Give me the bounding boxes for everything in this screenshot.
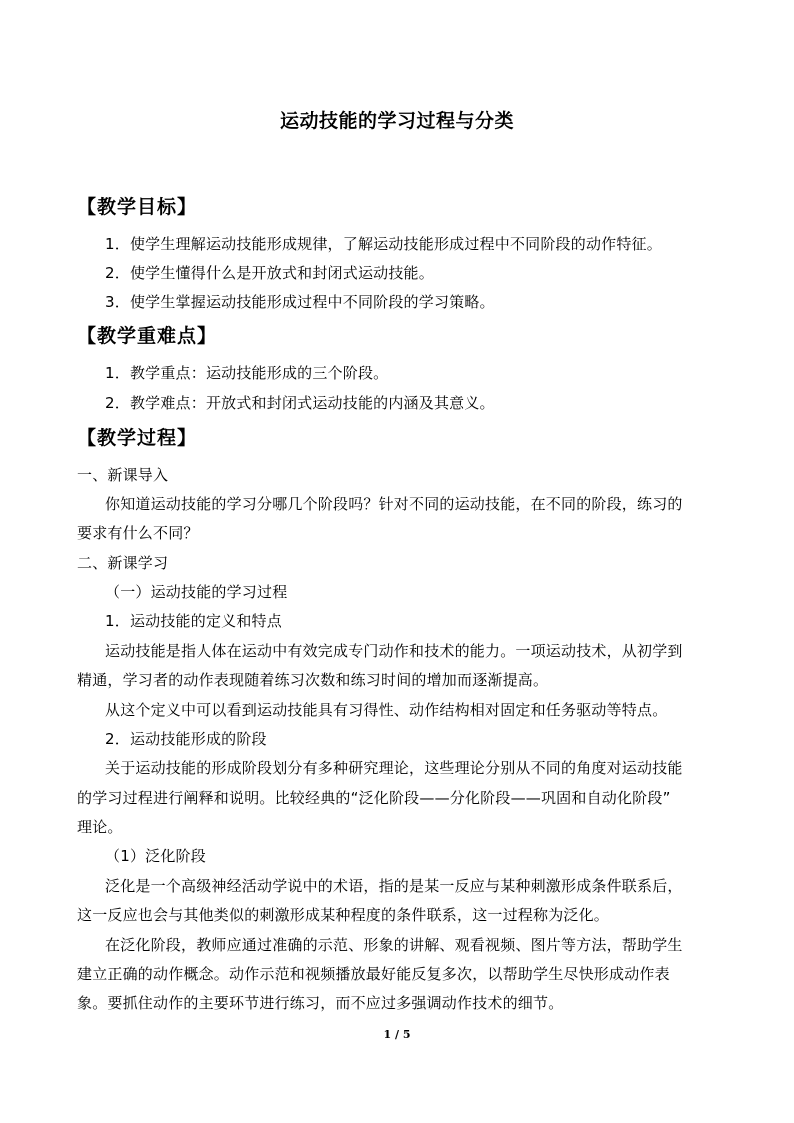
section-title-intro: 一、新课导入: [77, 466, 169, 484]
paragraph-line: 象。要抓住动作的主要环节进行练习，而不应过多强调动作技术的细节。: [77, 994, 564, 1012]
goal-item-3: 3．使学生掌握运动技能形成过程中不同阶段的学习策略。: [105, 293, 495, 311]
document-title: 运动技能的学习过程与分类: [279, 110, 514, 132]
item-title: 2．运动技能形成的阶段: [105, 730, 267, 748]
paragraph-line: 理论。: [77, 818, 123, 836]
goal-item-1: 1．使学生理解运动技能形成规律，了解运动技能形成过程中不同阶段的动作特征。: [105, 235, 662, 253]
item-title: 1．运动技能的定义和特点: [105, 612, 282, 630]
page-number: 1 / 5: [383, 1028, 411, 1041]
keypoint-item-1: 1．教学重点：运动技能形成的三个阶段。: [105, 364, 389, 382]
paragraph-line: 泛化是一个高级神经活动学说中的术语，指的是某一反应与某种刺激形成条件联系后，: [105, 877, 683, 895]
section-title-new-learning: 二、新课学习: [77, 554, 169, 572]
paragraph-line: 运动技能是指人体在运动中有效完成专门动作和技术的能力。一项运动技术，从初学到: [105, 642, 683, 660]
paragraph-line: 从这个定义中可以看到运动技能具有习得性、动作结构相对固定和任务驱动等特点。: [105, 701, 668, 719]
goal-item-2: 2．使学生懂得什么是开放式和封闭式运动技能。: [105, 264, 434, 282]
heading-teaching-goals: 【教学目标】: [77, 196, 198, 218]
keypoint-item-2: 2．教学难点：开放式和封闭式运动技能的内涵及其意义。: [105, 394, 495, 412]
heading-teaching-process: 【教学过程】: [77, 427, 198, 449]
paragraph-line: 精通，学习者的动作表现随着练习次数和练习时间的增加而逐渐提高。: [77, 671, 549, 689]
heading-key-points: 【教学重难点】: [77, 325, 218, 347]
stage-title: （1）泛化阶段: [105, 847, 206, 865]
paragraph-line: 建立正确的动作概念。动作示范和视频播放最好能反复多次，以帮助学生尽快形成动作表: [77, 965, 670, 983]
paragraph-line: 关于运动技能的形成阶段划分有多种研究理论，这些理论分别从不同的角度对运动技能: [105, 759, 683, 777]
paragraph-line: 要求有什么不同？: [77, 524, 199, 542]
paragraph-line: 在泛化阶段，教师应通过准确的示范、形象的讲解、观看视频、图片等方法，帮助学生: [105, 936, 683, 954]
paragraph-line: 这一反应也会与其他类似的刺激形成某种程度的条件联系，这一过程称为泛化。: [77, 906, 610, 924]
paragraph-line: 的学习过程进行阐释和说明。比较经典的“泛化阶段——分化阶段——巩固和自动化阶段”: [77, 789, 671, 807]
subsection-title: （一）运动技能的学习过程: [105, 583, 288, 601]
paragraph-line: 你知道运动技能的学习分哪几个阶段吗？针对不同的运动技能，在不同的阶段，练习的: [105, 495, 683, 513]
